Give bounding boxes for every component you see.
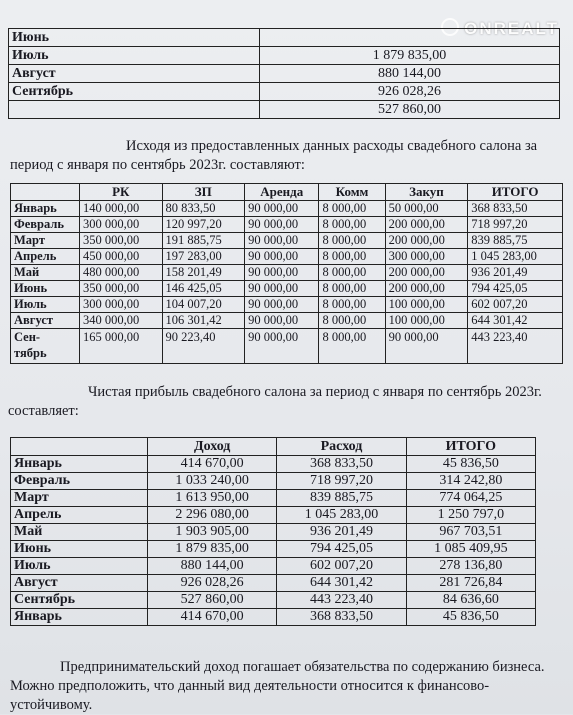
value-cell: 90 000,00: [245, 281, 319, 297]
value-cell: 8 000,00: [319, 217, 385, 233]
value-cell: 794 425,05: [277, 541, 406, 558]
value-cell: 278 136,80: [406, 558, 535, 575]
table-row: [11, 473, 536, 490]
value-cell: 839 885,75: [277, 490, 406, 507]
value-cell: 644 301,42: [277, 575, 406, 592]
month-cell: Август: [9, 65, 260, 83]
value-cell: [260, 29, 560, 47]
value-cell: 90 000,00: [245, 217, 319, 233]
value-cell: 936 201,49: [277, 524, 406, 541]
value-cell: 443 223,40: [277, 592, 406, 609]
watermark: ONREALT: [441, 18, 559, 39]
value-cell: 90 000,00: [245, 313, 319, 329]
month-cell: Январь: [11, 456, 148, 473]
value-cell: 8 000,00: [319, 281, 385, 297]
value-cell: 300 000,00: [385, 249, 468, 265]
value-cell: 936 201,49: [468, 265, 563, 281]
month-cell: Июнь: [11, 541, 148, 558]
table-row: [11, 524, 536, 541]
column-header: Аренда: [245, 184, 319, 201]
value-cell: 8 000,00: [319, 313, 385, 329]
value-cell: 300 000,00: [80, 217, 163, 233]
column-header: [11, 438, 148, 456]
value-cell: 368 833,50: [468, 201, 563, 217]
value-cell: 90 223,40: [162, 329, 245, 364]
month-cell: Май: [11, 265, 80, 281]
value-cell: 718 997,20: [277, 473, 406, 490]
month-cell: Апрель: [11, 249, 80, 265]
table-row: [11, 329, 563, 364]
value-cell: 120 997,20: [162, 217, 245, 233]
month-cell: Февраль: [11, 473, 148, 490]
column-header: ИТОГО: [468, 184, 563, 201]
value-cell: 2 296 080,00: [148, 507, 277, 524]
table-row: [9, 101, 560, 119]
value-cell: 90 000,00: [245, 329, 319, 364]
column-header: Комм: [319, 184, 385, 201]
value-cell: 794 425,05: [468, 281, 563, 297]
month-cell: Январь: [11, 201, 80, 217]
value-cell: 90 000,00: [245, 201, 319, 217]
value-cell: 100 000,00: [385, 297, 468, 313]
month-cell: Март: [11, 233, 80, 249]
value-cell: 200 000,00: [385, 233, 468, 249]
table-row: [11, 281, 563, 297]
value-cell: 197 283,00: [162, 249, 245, 265]
month-cell: [9, 101, 260, 119]
value-cell: 84 636,60: [406, 592, 535, 609]
value-cell: 45 836,50: [406, 609, 535, 626]
table-row: [11, 313, 563, 329]
month-cell: Июнь: [9, 29, 260, 47]
value-cell: 281 726,84: [406, 575, 535, 592]
value-cell: 45 836,50: [406, 456, 535, 473]
value-cell: 191 885,75: [162, 233, 245, 249]
value-cell: 350 000,00: [80, 233, 163, 249]
value-cell: 104 007,20: [162, 297, 245, 313]
value-cell: 350 000,00: [80, 281, 163, 297]
value-cell: 100 000,00: [385, 313, 468, 329]
value-cell: 158 201,49: [162, 265, 245, 281]
month-cell: Июль: [11, 297, 80, 313]
value-cell: 106 301,42: [162, 313, 245, 329]
monthly-income-table-fragment: [8, 28, 560, 119]
value-cell: 165 000,00: [80, 329, 163, 364]
value-cell: 527 860,00: [260, 101, 560, 119]
value-cell: 340 000,00: [80, 313, 163, 329]
table-row: [11, 297, 563, 313]
value-cell: 90 000,00: [245, 265, 319, 281]
value-cell: 200 000,00: [385, 217, 468, 233]
value-cell: 200 000,00: [385, 281, 468, 297]
month-cell: Январь: [11, 609, 148, 626]
value-cell: 880 144,00: [148, 558, 277, 575]
table-row: [11, 609, 536, 626]
value-cell: 90 000,00: [245, 297, 319, 313]
value-cell: 926 028,26: [148, 575, 277, 592]
month-cell: Сентябрь: [11, 592, 148, 609]
value-cell: 443 223,40: [468, 329, 563, 364]
value-cell: 8 000,00: [319, 265, 385, 281]
table-row: [11, 541, 536, 558]
column-header: Расход: [277, 438, 406, 456]
month-cell: Февраль: [11, 217, 80, 233]
value-cell: 414 670,00: [148, 456, 277, 473]
value-cell: 314 242,80: [406, 473, 535, 490]
value-cell: 1 879 835,00: [148, 541, 277, 558]
value-cell: 718 997,20: [468, 217, 563, 233]
value-cell: 967 703,51: [406, 524, 535, 541]
table-row: [11, 592, 536, 609]
value-cell: 414 670,00: [148, 609, 277, 626]
value-cell: 300 000,00: [80, 297, 163, 313]
month-cell: Сентябрь: [9, 83, 260, 101]
value-cell: 8 000,00: [319, 297, 385, 313]
conclusion-paragraph: Предпринимательский доход погашает обязательства по содержанию бизнеса. Можно предположить, что данный вид деятельности относится к финансово-устойчивому.: [10, 659, 545, 713]
month-cell: Август: [11, 575, 148, 592]
value-cell: 450 000,00: [80, 249, 163, 265]
value-cell: 839 885,75: [468, 233, 563, 249]
month-cell: Май: [11, 524, 148, 541]
value-cell: 90 000,00: [385, 329, 468, 364]
value-cell: 926 028,26: [260, 83, 560, 101]
value-cell: 200 000,00: [385, 265, 468, 281]
value-cell: 140 000,00: [80, 201, 163, 217]
value-cell: 527 860,00: [148, 592, 277, 609]
column-header: Закуп: [385, 184, 468, 201]
table-header-row: [11, 438, 536, 456]
value-cell: 1 085 409,95: [406, 541, 535, 558]
net-profit-table: [10, 437, 536, 626]
table-row: [11, 217, 563, 233]
value-cell: 480 000,00: [80, 265, 163, 281]
table-row: [11, 507, 536, 524]
expenses-intro-paragraph: Исходя из предоставленных данных расходы свадебного салона за период с января по сентябрь 2023г. составляют:: [10, 138, 538, 173]
column-header: Доход: [148, 438, 277, 456]
table-row: [11, 490, 536, 507]
value-cell: 368 833,50: [277, 456, 406, 473]
value-cell: 644 301,42: [468, 313, 563, 329]
value-cell: 1 045 283,00: [468, 249, 563, 265]
value-cell: 880 144,00: [260, 65, 560, 83]
month-cell: Июнь: [11, 281, 80, 297]
value-cell: 1 033 240,00: [148, 473, 277, 490]
column-header: ЗП: [162, 184, 245, 201]
table-header-row: [11, 184, 563, 201]
value-cell: 1 045 283,00: [277, 507, 406, 524]
value-cell: 146 425,05: [162, 281, 245, 297]
month-cell: Апрель: [11, 507, 148, 524]
table-row: [11, 201, 563, 217]
value-cell: 1 879 835,00: [260, 47, 560, 65]
value-cell: 80 833,50: [162, 201, 245, 217]
value-cell: 1 613 950,00: [148, 490, 277, 507]
net-profit-intro-paragraph: Чистая прибыль свадебного салона за период с января по сентябрь 2023г. составляет:: [8, 384, 542, 419]
value-cell: 90 000,00: [245, 233, 319, 249]
value-cell: 602 007,20: [277, 558, 406, 575]
expenses-table: [10, 183, 563, 364]
month-cell: Сен- тябрь: [11, 329, 80, 364]
value-cell: 90 000,00: [245, 249, 319, 265]
table-row: [11, 233, 563, 249]
column-header: [11, 184, 80, 201]
month-cell: Март: [11, 490, 148, 507]
month-cell: Июль: [11, 558, 148, 575]
table-row: [11, 456, 536, 473]
value-cell: 368 833,50: [277, 609, 406, 626]
table-row: [11, 249, 563, 265]
month-cell: Июль: [9, 47, 260, 65]
table-row: [9, 29, 560, 47]
column-header: РК: [80, 184, 163, 201]
value-cell: 8 000,00: [319, 249, 385, 265]
value-cell: 1 250 797,0: [406, 507, 535, 524]
table-row: [11, 265, 563, 281]
value-cell: 8 000,00: [319, 329, 385, 364]
value-cell: 602 007,20: [468, 297, 563, 313]
month-cell: Август: [11, 313, 80, 329]
table-row: [9, 83, 560, 101]
value-cell: 8 000,00: [319, 201, 385, 217]
table-row: [9, 65, 560, 83]
column-header: ИТОГО: [406, 438, 535, 456]
value-cell: 1 903 905,00: [148, 524, 277, 541]
value-cell: 774 064,25: [406, 490, 535, 507]
table-row: [11, 558, 536, 575]
value-cell: 8 000,00: [319, 233, 385, 249]
table-row: [11, 575, 536, 592]
value-cell: 50 000,00: [385, 201, 468, 217]
table-row: [9, 47, 560, 65]
